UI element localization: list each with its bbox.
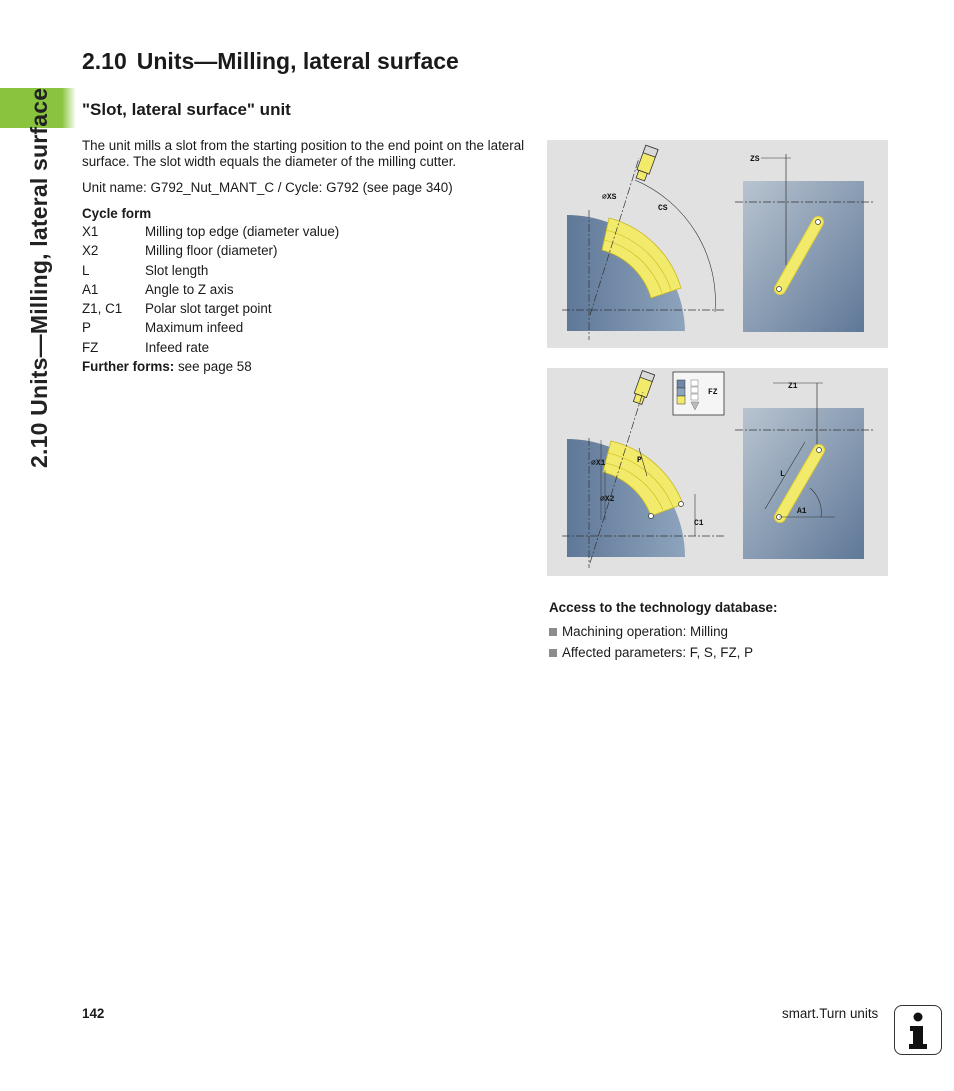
param-row — [82, 263, 339, 282]
further-forms — [82, 359, 252, 374]
access-list — [549, 624, 753, 666]
access-heading: Access to the technology database: — [549, 600, 778, 615]
label-a1: A1 — [797, 507, 807, 516]
milling-tool — [631, 371, 654, 406]
section-title: "Slot, lateral surface" unit — [82, 100, 291, 119]
param-row — [82, 340, 339, 359]
list-item-text: Machining operation: Milling — [562, 624, 728, 639]
page-number: 142 — [82, 1006, 105, 1021]
list-item — [549, 624, 753, 645]
param-code: X1 — [82, 224, 99, 239]
figure-start-position-drawing — [547, 140, 888, 348]
label-zs: ZS — [750, 155, 760, 164]
param-code: Z1, C1 — [82, 301, 123, 317]
label-l: L — [780, 470, 785, 479]
param-desc: Angle to Z axis — [145, 281, 234, 297]
square-bullet-icon — [549, 649, 557, 657]
footer-text: smart.Turn units — [782, 1006, 879, 1021]
label-x2: ⌀X2 — [600, 495, 615, 504]
cycle-form-heading: Cycle form — [82, 206, 152, 221]
label-p: P — [637, 456, 642, 465]
label-c1: C1 — [694, 519, 704, 528]
param-code: A1 — [82, 281, 99, 297]
label-xs: ⌀XS — [602, 193, 617, 202]
param-row — [82, 243, 339, 262]
side-tab-title: 2.10 Units—Milling, lateral surface — [26, 87, 52, 468]
label-cs: CS — [658, 204, 668, 213]
square-bullet-icon — [549, 628, 557, 636]
param-row — [82, 301, 339, 320]
page-title-text: Units—Milling, lateral surface — [136, 48, 459, 74]
param-code: X2 — [82, 243, 99, 259]
param-row — [82, 282, 339, 301]
list-item-text: Affected parameters: F, S, FZ, P — [562, 645, 754, 660]
intro-paragraph: The unit mills a slot from the starting position to the end point on the lateral surface. The slot width equals the diameter of the milling cutter. — [82, 138, 525, 169]
param-row — [82, 224, 339, 243]
page-title — [82, 48, 459, 75]
figure-slot-parameters-drawing — [547, 368, 888, 576]
param-desc: Polar slot target point — [145, 301, 272, 317]
figure-start-position — [547, 140, 888, 348]
label-fz: FZ — [708, 388, 718, 397]
param-row — [82, 320, 339, 339]
infeed-icon — [673, 372, 724, 415]
unit-name: Unit name: G792_Nut_MANT_C / Cycle: G792 (see page 340) — [82, 180, 453, 195]
further-forms-label: Further forms: — [82, 359, 175, 374]
param-desc: Milling top edge (diameter value) — [145, 224, 340, 239]
info-icon — [894, 1005, 942, 1055]
param-desc: Milling floor (diameter) — [145, 243, 278, 259]
section-number: 2.10 — [82, 48, 127, 74]
param-code: L — [82, 262, 90, 278]
side-tab-fade — [62, 88, 76, 128]
param-code: FZ — [82, 339, 99, 355]
label-z1: Z1 — [788, 382, 798, 391]
param-desc: Maximum infeed — [145, 320, 244, 336]
figure-slot-parameters — [547, 368, 888, 576]
param-desc: Infeed rate — [145, 339, 210, 355]
milling-tool — [634, 145, 658, 181]
param-desc: Slot length — [145, 262, 209, 278]
list-item — [549, 645, 753, 666]
parameter-list — [82, 224, 339, 359]
further-forms-ref: see page 58 — [174, 359, 252, 374]
param-code: P — [82, 320, 91, 336]
label-x1: ⌀X1 — [591, 459, 606, 468]
